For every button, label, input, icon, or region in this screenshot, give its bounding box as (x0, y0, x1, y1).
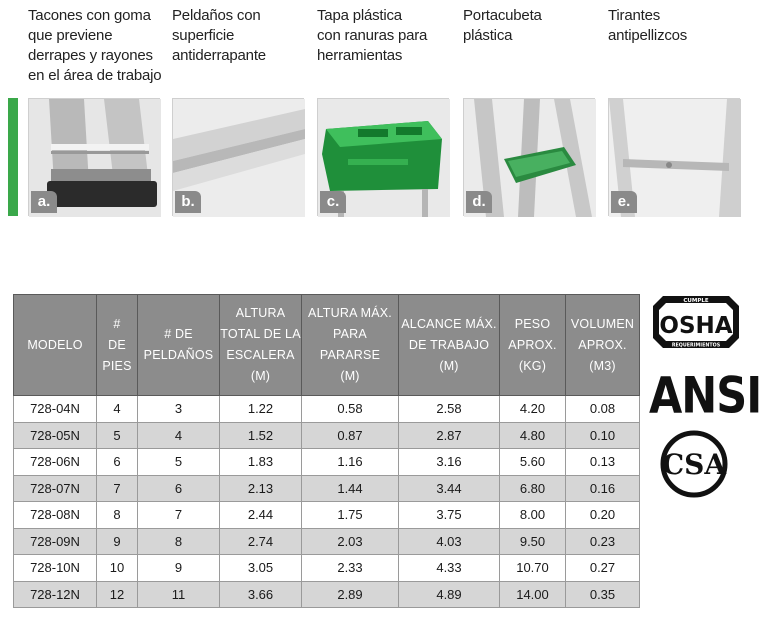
table-cell: 4.80 (500, 422, 566, 449)
table-cell: 1.44 (302, 475, 399, 502)
table-cell: 8 (138, 528, 220, 555)
table-cell: 3.66 (220, 581, 302, 608)
table-cell: 0.23 (566, 528, 640, 555)
csa-text: CSA (661, 448, 727, 481)
table-cell: 728-04N (14, 396, 97, 423)
table-cell: 6 (97, 449, 138, 476)
table-cell: 7 (97, 475, 138, 502)
table-cell: 6.80 (500, 475, 566, 502)
table-cell: 14.00 (500, 581, 566, 608)
table-cell: 2.89 (302, 581, 399, 608)
table-cell: 6 (138, 475, 220, 502)
table-cell: 728-05N (14, 422, 97, 449)
table-cell: 4 (138, 422, 220, 449)
table-cell: 7 (138, 502, 220, 529)
table-cell: 3.05 (220, 555, 302, 582)
badge-c: c. (320, 191, 346, 213)
table-cell: 728-08N (14, 502, 97, 529)
table-cell: 4 (97, 396, 138, 423)
ansi-logo: ANSI (649, 367, 761, 426)
table-cell: 728-12N (14, 581, 97, 608)
table-cell: 728-06N (14, 449, 97, 476)
table-cell: 8 (97, 502, 138, 529)
table-cell: 0.27 (566, 555, 640, 582)
table-cell: 2.87 (399, 422, 500, 449)
table-cell: 1.52 (220, 422, 302, 449)
table-cell: 0.13 (566, 449, 640, 476)
table-cell: 2.58 (399, 396, 500, 423)
osha-logo (651, 294, 741, 350)
table-cell: 0.20 (566, 502, 640, 529)
table-cell: 4.20 (500, 396, 566, 423)
table-row (14, 581, 640, 608)
badge-e: e. (611, 191, 637, 213)
table-cell: 728-10N (14, 555, 97, 582)
table-cell: 9.50 (500, 528, 566, 555)
accent-bar (8, 98, 18, 216)
feature-title: Tirantes antipellizcos (608, 7, 688, 44)
feature-photo-braces (608, 98, 740, 216)
column-header: ALTURA MÁX. PARA PARARSE (M) (302, 295, 399, 396)
table-row (14, 475, 640, 502)
table-cell: 0.10 (566, 422, 640, 449)
table-cell: 9 (138, 555, 220, 582)
column-header: MODELO (14, 295, 97, 396)
table-header-row (14, 295, 640, 396)
feature-photo-plastic-top (317, 98, 449, 216)
table-cell: 3 (138, 396, 220, 423)
table-cell: 1.83 (220, 449, 302, 476)
specs-table (13, 294, 640, 608)
table-row (14, 422, 640, 449)
feature-photo-bucket-holder (463, 98, 595, 216)
column-header: VOLUMEN APROX. (M3) (566, 295, 640, 396)
table-cell: 10.70 (500, 555, 566, 582)
table-cell: 1.16 (302, 449, 399, 476)
table-cell: 5 (138, 449, 220, 476)
feature-photo-rubber-feet (28, 98, 160, 216)
column-header: # DE PIES (97, 295, 138, 396)
table-cell: 0.16 (566, 475, 640, 502)
table-row (14, 502, 640, 529)
feature-title: Peldaños con superficie antiderrapante (172, 7, 266, 64)
table-cell: 0.35 (566, 581, 640, 608)
table-row (14, 555, 640, 582)
feature-photo-steps (172, 98, 304, 216)
feature-title: Portacubeta plástica (463, 7, 542, 44)
table-row (14, 449, 640, 476)
table-cell: 3.16 (399, 449, 500, 476)
table-cell: 9 (97, 528, 138, 555)
feature-title: Tacones con goma que previene derrapes y rayones en el área de trabajo (28, 7, 162, 84)
table-cell: 5 (97, 422, 138, 449)
table-cell: 2.33 (302, 555, 399, 582)
table-cell: 2.13 (220, 475, 302, 502)
csa-logo (659, 429, 729, 499)
table-cell: 4.33 (399, 555, 500, 582)
table-cell: 3.44 (399, 475, 500, 502)
table-body (14, 396, 640, 608)
table-cell: 12 (97, 581, 138, 608)
table-cell: 1.75 (302, 502, 399, 529)
osha-bottom-text: REQUERIMIENTOS (671, 343, 721, 349)
table-cell: 11 (138, 581, 220, 608)
table-cell: 3.75 (399, 502, 500, 529)
table-row (14, 528, 640, 555)
table-cell: 4.03 (399, 528, 500, 555)
certification-logos (645, 294, 761, 524)
table-cell: 2.74 (220, 528, 302, 555)
column-header: ALCANCE MÁX. DE TRABAJO (M) (399, 295, 500, 396)
column-header: PESO APROX. (KG) (500, 295, 566, 396)
table-cell: 5.60 (500, 449, 566, 476)
table-cell: 2.44 (220, 502, 302, 529)
table-cell: 4.89 (399, 581, 500, 608)
feature-title: Tapa plástica con ranuras para herramientas (317, 7, 428, 64)
column-header: # DE PELDAÑOS (138, 295, 220, 396)
column-header: ALTURA TOTAL DE LA ESCALERA (M) (220, 295, 302, 396)
table-cell: 0.08 (566, 396, 640, 423)
osha-top-text: CUMPLE (683, 298, 709, 304)
badge-b: b. (175, 191, 201, 213)
table-cell: 0.87 (302, 422, 399, 449)
badge-a: a. (31, 191, 57, 213)
table-cell: 2.03 (302, 528, 399, 555)
table-cell: 1.22 (220, 396, 302, 423)
table-row (14, 396, 640, 423)
table-cell: 10 (97, 555, 138, 582)
table-cell: 728-07N (14, 475, 97, 502)
table-cell: 0.58 (302, 396, 399, 423)
features-section (0, 0, 750, 220)
table-cell: 728-09N (14, 528, 97, 555)
osha-main-text: OSHA (659, 313, 733, 339)
badge-d: d. (466, 191, 492, 213)
table-cell: 8.00 (500, 502, 566, 529)
specs-table-container (13, 294, 639, 608)
